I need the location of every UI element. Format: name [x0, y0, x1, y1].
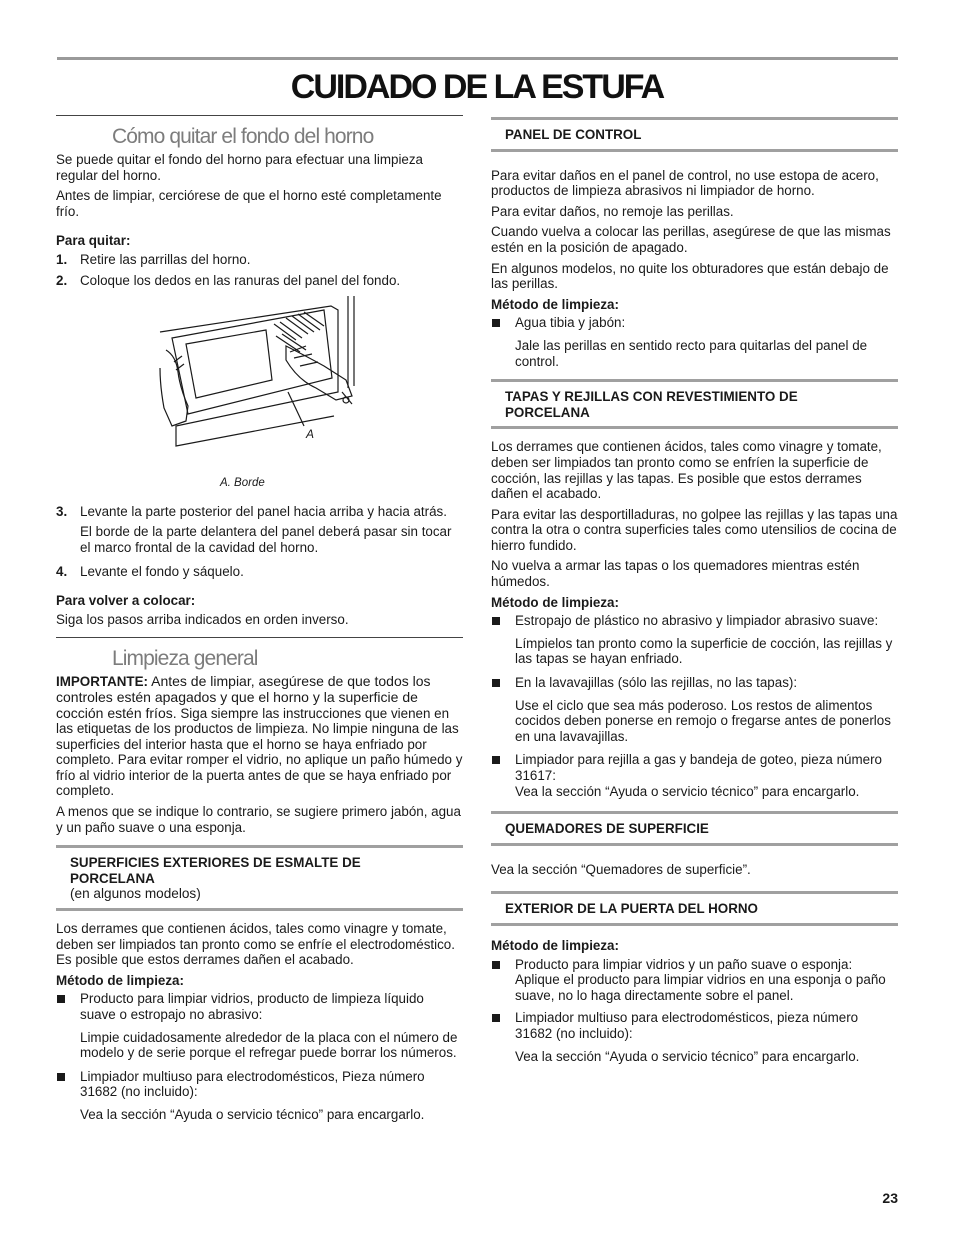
- step-number: 1.: [56, 251, 68, 267]
- remove-steps-final: [56, 564, 463, 580]
- list-item-continuation: Use el ciclo que sea más poderoso. Los restos de alimentos cocidos deben ponerse en remojo o fregarse antes de ponerlos en una lavavajillas.: [515, 697, 891, 744]
- list-item-text: Estropajo de plástico no abrasivo y limpiador abrasivo suave:: [515, 613, 879, 629]
- list-item-text: Limpiador para rejilla a gas y bandeja de goteo, pieza número 31617:: [515, 752, 882, 783]
- burners-heading-box: [491, 811, 898, 846]
- enamel-heading: SUPERFICIES EXTERIORES DE ESMALTE DE PORCELANA: [70, 855, 361, 886]
- list-item: [491, 315, 898, 331]
- door-method-list: [491, 957, 898, 1042]
- caps-heading: TAPAS Y REJILLAS CON REVESTIMIENTO DE PORCELANA: [505, 389, 798, 420]
- control-method-list: [491, 315, 898, 331]
- remove-steps: [56, 252, 463, 288]
- enamel-subheading: (en algunos modelos): [70, 886, 201, 902]
- enamel-method-list-2: [56, 1069, 463, 1100]
- control-heading: PANEL DE CONTROL: [505, 127, 642, 142]
- list-item-continuation: Vea la sección “Ayuda o servicio técnico” para encargarlo.: [80, 1106, 425, 1122]
- list-item-continuation: Vea la sección “Ayuda o servicio técnico” para encargarlo.: [515, 783, 860, 799]
- section-title-oven-bottom: Cómo quitar el fondo del horno: [112, 125, 374, 148]
- left-column: [56, 115, 463, 1131]
- section-title-general-cleaning: Limpieza general: [112, 647, 258, 671]
- step-number: 2.: [56, 272, 68, 288]
- method-label: Método de limpieza:: [491, 594, 619, 610]
- page-number: 23: [882, 1190, 898, 1206]
- remove-label: Para quitar:: [56, 233, 131, 249]
- list-item-text: Producto para limpiar vidrios y un paño suave o esponja: Aplique el producto para limpiar vidrios en una esponja o paño suave, no lo haga directamente sobre el panel.: [515, 956, 886, 1003]
- step-text: Coloque los dedos en las ranuras del panel del fondo.: [80, 272, 401, 288]
- step-item: [56, 273, 463, 289]
- list-item-continuation: Jale las perillas en sentido recto para quitarlas del panel de control.: [515, 337, 868, 369]
- step-number: 4.: [56, 563, 68, 579]
- list-item-text: Producto para limpiar vidrios, producto de limpieza líquido suave o estropajo no abrasivo:: [80, 991, 424, 1022]
- top-rule: [57, 57, 898, 60]
- door-heading: EXTERIOR DE LA PUERTA DEL HORNO: [505, 901, 758, 917]
- list-item-text: Limpiador multiuso para electrodomésticos, Pieza número 31682 (no incluido):: [80, 1068, 425, 1100]
- list-item-text: Limpiador multiuso para electrodomésticos, pieza número 31682 (no incluido):: [515, 1010, 859, 1041]
- burners-heading: QUEMADORES DE SUPERFICIE: [505, 821, 709, 837]
- remove-steps-continued: [56, 504, 463, 520]
- step-item: [56, 252, 463, 268]
- step-text: Levante la parte posterior del panel hacia arriba y hacia atrás.: [80, 503, 447, 519]
- paragraph: En algunos modelos, no quite los obturadores que están debajo de las perillas.: [491, 260, 889, 292]
- figure-caption: A. Borde: [220, 477, 265, 490]
- list-item-continuation: Limpie cuidadosamente alrededor de la placa con el número de modelo y de serie porque el refregar puede borrar los números.: [80, 1029, 458, 1061]
- paragraph: Cuando vuelva a colocar las perillas, asegúrese de que las mismas estén en la posición de apagado.: [491, 224, 891, 255]
- important-paragraph: [56, 674, 463, 799]
- list-item-continuation: Límpielos tan pronto como la superficie de cocción, las rejillas y las tapas se hayan enfriado.: [515, 635, 893, 667]
- step-item: [56, 504, 463, 520]
- right-column: [491, 117, 898, 1072]
- bullet-square-icon: [492, 1014, 500, 1022]
- method-label: Método de limpieza:: [491, 937, 619, 953]
- oven-illustration-svg: [156, 296, 426, 476]
- paragraph: A menos que se indique lo contrario, se sugiere primero jabón, agua y un paño suave o una esponja.: [56, 804, 461, 835]
- oven-bottom-illustration: [56, 296, 463, 476]
- list-item: [491, 613, 898, 629]
- list-item: [56, 1069, 463, 1100]
- important-label: IMPORTANTE:: [56, 674, 148, 690]
- paragraph: Siga los pasos arriba indicados en orden inverso.: [56, 611, 349, 627]
- enamel-heading-box: [56, 845, 463, 911]
- paragraph: Para evitar daños, no remoje las perillas.: [491, 203, 734, 219]
- paragraph: Vea la sección “Quemadores de superficie”.: [491, 861, 751, 877]
- bullet-square-icon: [57, 1073, 65, 1081]
- list-item: [491, 675, 898, 691]
- paragraph: Para evitar daños en el panel de control, no use estopa de acero, productos de limpieza abrasivos ni limpiador de horno.: [491, 167, 879, 199]
- list-item: [491, 752, 898, 783]
- list-item-text: En la lavavajillas (sólo las rejillas, no las tapas):: [515, 675, 798, 691]
- list-item-text: Agua tibia y jabón:: [515, 315, 626, 331]
- replace-label: Para volver a colocar:: [56, 593, 196, 609]
- bullet-square-icon: [57, 995, 65, 1003]
- caps-method-list: [491, 613, 898, 629]
- list-item: [56, 991, 463, 1022]
- bullet-square-icon: [492, 617, 500, 625]
- step-text: Levante el fondo y sáquelo.: [80, 563, 244, 579]
- bullet-square-icon: [492, 319, 500, 327]
- paragraph: Se puede quitar el fondo del horno para efectuar una limpieza regular del horno.: [56, 152, 424, 183]
- paragraph: Para evitar las desportilladuras, no golpee las rejillas y las tapas una contra la otra o contra superficies tales como utensilios de cocina de hierro fundido.: [491, 506, 898, 553]
- figure-callout-a: A: [306, 427, 315, 442]
- list-item: [491, 1010, 898, 1041]
- bullet-square-icon: [492, 961, 500, 969]
- bullet-square-icon: [492, 756, 500, 764]
- paragraph: Los derrames que contienen ácidos, tales como vinagre y tomate, deben ser limpiados tan pronto como se enfríe el electrodoméstico. Es posible que estos derrames dañen el acabado.: [56, 921, 455, 968]
- door-heading-box: [491, 891, 898, 926]
- bullet-square-icon: [492, 679, 500, 687]
- step-item: [56, 564, 463, 580]
- caps-method-list-3: [491, 752, 898, 783]
- step-number: 3.: [56, 503, 68, 519]
- enamel-method-list: [56, 991, 463, 1022]
- important-lead: Antes de limpiar, asegúrese de que todos los controles estén apagados y que el horno y la superficie de cocción estén fríos.: [56, 673, 431, 721]
- caps-heading-box: [491, 379, 898, 429]
- section-rule: [56, 115, 463, 116]
- section-rule: [56, 637, 463, 638]
- step-text: Retire las parrillas del horno.: [80, 251, 251, 267]
- caps-method-list-2: [491, 675, 898, 691]
- method-label: Método de limpieza:: [491, 296, 619, 312]
- paragraph: Antes de limpiar, cerciórese de que el horno esté completamente frío.: [56, 188, 442, 219]
- important-rest: Siga siempre las instrucciones que vienen en las etiquetas de los productos de limpieza. No limpie ninguna de las superficies del interior hasta que el horno se haya enfriado por completo. Para evitar romper el vidrio, no aplique un paño húmedo y frío al vidrio interior de la puerta antes de que se haya enfriado por completo.: [56, 705, 463, 799]
- paragraph: Los derrames que contienen ácidos, tales como vinagre y tomate, deben ser limpiados tan pronto como se enfríen la superficie de cocción, las rejillas y las tapas. Es posible que estos derrames dañen el acabado.: [491, 439, 882, 502]
- paragraph: No vuelva a armar las tapas o los quemadores mientras estén húmedos.: [491, 558, 860, 590]
- method-label: Método de limpieza:: [56, 972, 184, 988]
- list-item-continuation: Vea la sección “Ayuda o servicio técnico” para encargarlo.: [515, 1048, 860, 1064]
- control-heading-box: [491, 117, 898, 152]
- page-title: CUIDADO DE LA ESTUFA: [290, 68, 664, 106]
- step-continuation: El borde de la parte delantera del panel deberá pasar sin tocar el marco frontal de la cavidad del horno.: [80, 524, 452, 555]
- list-item: [491, 957, 898, 1004]
